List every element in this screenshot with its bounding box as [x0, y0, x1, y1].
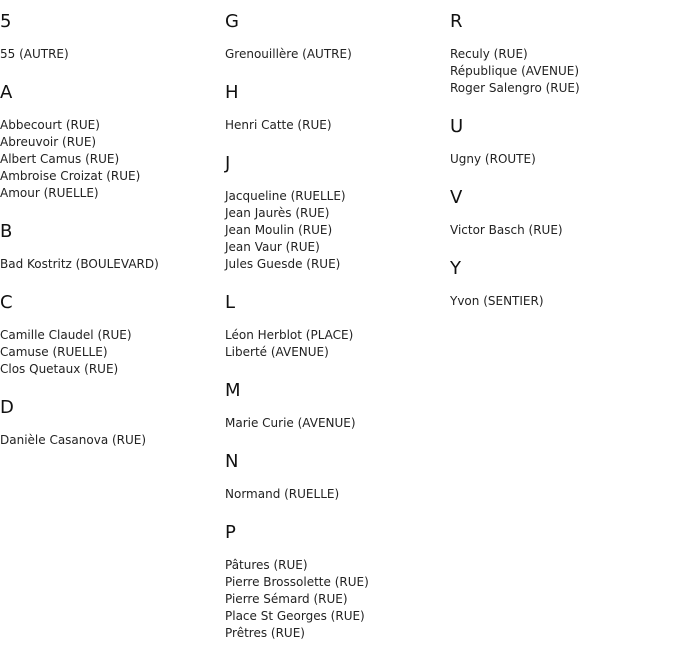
letter-section	[225, 450, 445, 503]
street-entry[interactable]: Jean Moulin (RUE)	[225, 223, 333, 237]
street-entry[interactable]: Abbecourt (RUE)	[0, 118, 100, 132]
letter-section	[225, 152, 445, 273]
section-letter-heading: R	[450, 11, 463, 32]
street-entry[interactable]: Jean Jaurès (RUE)	[225, 206, 330, 220]
index-column-2	[225, 10, 445, 660]
street-entry[interactable]: Henri Catte (RUE)	[225, 118, 332, 132]
street-entry[interactable]: Jacqueline (RUELLE)	[225, 189, 346, 203]
section-letter-heading: D	[0, 397, 14, 418]
street-entry[interactable]: Bad Kostritz (BOULEVARD)	[0, 257, 159, 271]
letter-section	[450, 186, 670, 239]
street-entry[interactable]: Place St Georges (RUE)	[225, 609, 365, 623]
section-letter-heading: J	[225, 153, 231, 174]
street-entry[interactable]: Jules Guesde (RUE)	[225, 257, 341, 271]
section-letter-heading: M	[225, 380, 241, 401]
letter-section	[225, 10, 445, 63]
letter-section	[450, 115, 670, 168]
section-letter-heading: Y	[450, 258, 461, 279]
street-entry[interactable]: 55 (AUTRE)	[0, 47, 69, 61]
letter-section	[225, 521, 445, 642]
letter-section	[0, 396, 220, 449]
street-entry[interactable]: Pierre Sémard (RUE)	[225, 592, 348, 606]
street-entry[interactable]: Danièle Casanova (RUE)	[0, 433, 147, 447]
section-letter-heading: 5	[0, 11, 12, 32]
section-letter-heading: U	[450, 116, 464, 137]
section-letter-heading: G	[225, 11, 239, 32]
street-entry[interactable]: Ambroise Croizat (RUE)	[0, 169, 141, 183]
letter-section	[225, 291, 445, 361]
section-letter-heading: B	[0, 221, 13, 242]
street-entry[interactable]: Marie Curie (AVENUE)	[225, 416, 356, 430]
street-entry[interactable]: Victor Basch (RUE)	[450, 223, 563, 237]
section-letter-heading: L	[225, 292, 236, 313]
street-entry[interactable]: Amour (RUELLE)	[0, 186, 99, 200]
street-entry[interactable]: Léon Herblot (PLACE)	[225, 328, 354, 342]
street-entry[interactable]: Clos Quetaux (RUE)	[0, 362, 119, 376]
street-entry[interactable]: Albert Camus (RUE)	[0, 152, 120, 166]
letter-section	[450, 257, 670, 310]
street-entry[interactable]: Jean Vaur (RUE)	[225, 240, 320, 254]
section-letter-heading: P	[225, 522, 236, 543]
section-letter-heading: H	[225, 82, 239, 103]
street-entry[interactable]: République (AVENUE)	[450, 64, 580, 78]
street-entry[interactable]: Abreuvoir (RUE)	[0, 135, 97, 149]
street-entry[interactable]: Camille Claudel (RUE)	[0, 328, 132, 342]
section-letter-heading: A	[0, 82, 13, 103]
letter-section	[225, 81, 445, 134]
street-entry[interactable]: Grenouillère (AUTRE)	[225, 47, 352, 61]
letter-section	[225, 379, 445, 432]
letter-section	[0, 220, 220, 273]
letter-section	[450, 10, 670, 97]
street-entry[interactable]: Roger Salengro (RUE)	[450, 81, 580, 95]
street-entry[interactable]: Liberté (AVENUE)	[225, 345, 329, 359]
index-column-1	[0, 10, 220, 467]
street-entry[interactable]: Pierre Brossolette (RUE)	[225, 575, 369, 589]
section-letter-heading: N	[225, 451, 239, 472]
street-entry[interactable]: Normand (RUELLE)	[225, 487, 340, 501]
letter-section	[0, 10, 220, 63]
letter-section	[0, 291, 220, 378]
index-column-3	[450, 10, 670, 328]
street-entry[interactable]: Yvon (SENTIER)	[450, 294, 544, 308]
section-letter-heading: V	[450, 187, 463, 208]
street-entry[interactable]: Pâtures (RUE)	[225, 558, 308, 572]
street-entry[interactable]: Ugny (ROUTE)	[450, 152, 536, 166]
street-entry[interactable]: Reculy (RUE)	[450, 47, 528, 61]
street-entry[interactable]: Camuse (RUELLE)	[0, 345, 108, 359]
street-entry[interactable]: Prêtres (RUE)	[225, 626, 305, 640]
section-letter-heading: C	[0, 292, 13, 313]
letter-section	[0, 81, 220, 202]
